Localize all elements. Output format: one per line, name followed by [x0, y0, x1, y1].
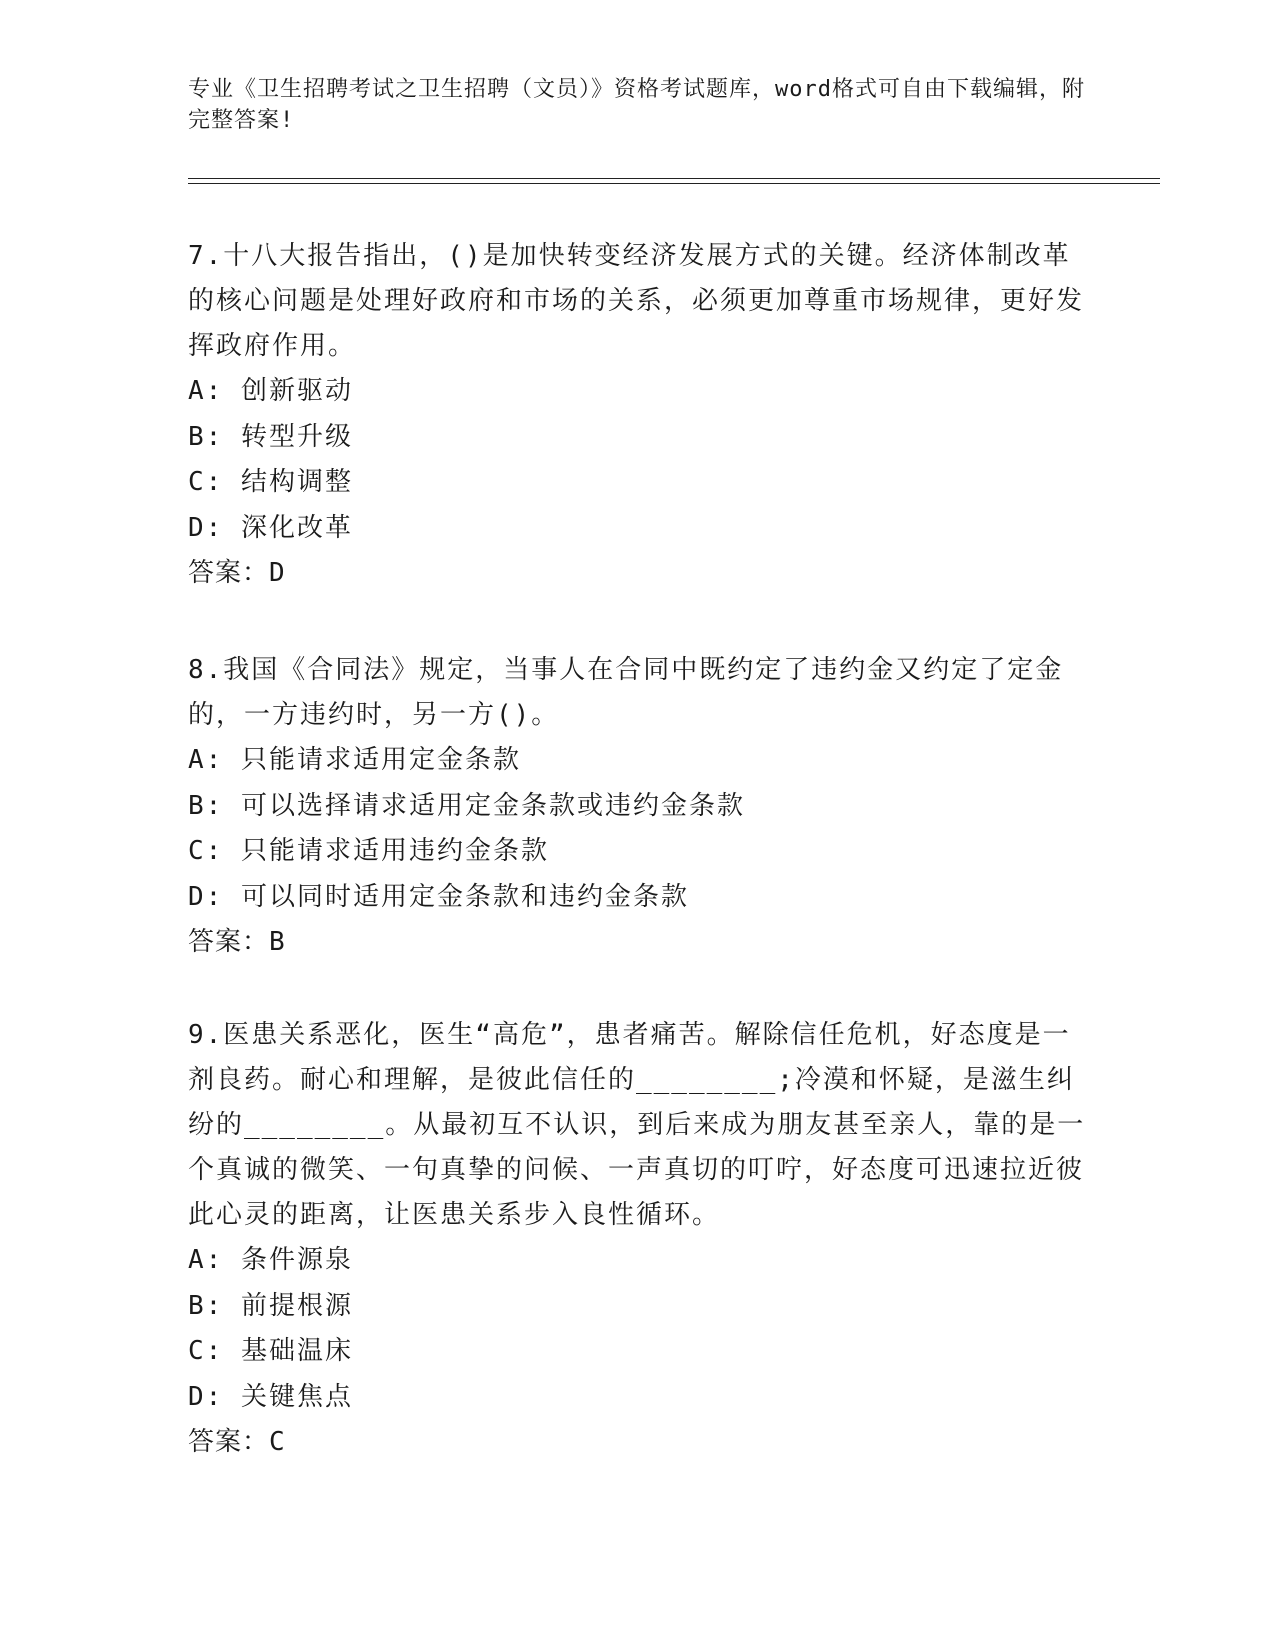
option-c: C: 只能请求适用违约金条款 [188, 836, 549, 866]
answer-line [188, 920, 1088, 965]
option-a: A: 条件源泉 [188, 1245, 353, 1275]
question-text: 9.医患关系恶化，医生“高危”，患者痛苦。解除信任危机，好态度是一剂良药。耐心和理解，是彼此信任的________;冷漠和怀疑，是滋生纠纷的________。从最初互不认识，到后来成为朋友甚至亲人，靠的是一个真诚的微笑、一句真挚的问候、一声真切的叮咛，好态度可迅速拉近彼此心灵的距离，让医患关系步入良性循环。 [188, 1020, 1086, 1230]
option-c: C: 基础温床 [188, 1336, 353, 1366]
answer-label: 答案： [188, 1427, 270, 1457]
header-divider-top [188, 178, 1160, 179]
option-a: A: 创新驱动 [188, 376, 353, 406]
answer-line [188, 551, 1088, 596]
option-b: B: 转型升级 [188, 421, 353, 452]
answer-value: C [269, 1427, 287, 1457]
header-divider-bottom [188, 183, 1160, 184]
answer-line [188, 1420, 1088, 1465]
question-block [188, 1013, 1088, 1465]
question-text: 8.我国《合同法》规定，当事人在合同中既约定了违约金又约定了定金的，一方违约时，另一方()。 [188, 655, 1064, 730]
option-b: B: 前提根源 [188, 1290, 353, 1321]
answer-label: 答案： [188, 927, 270, 957]
answer-value: B [269, 927, 287, 957]
option-d: D: 深化改革 [188, 512, 353, 543]
option-b: B: 可以选择请求适用定金条款或违约金条款 [188, 790, 745, 821]
document-header: 专业《卫生招聘考试之卫生招聘（文员）》资格考试题库，word格式可自由下载编辑，附完整答案! [188, 77, 1085, 133]
answer-value: D [269, 558, 287, 588]
answer-label: 答案： [188, 558, 270, 588]
option-d: D: 关键焦点 [188, 1381, 353, 1412]
option-d: D: 可以同时适用定金条款和违约金条款 [188, 881, 689, 912]
option-a: A: 只能请求适用定金条款 [188, 745, 521, 775]
question-block [188, 234, 1088, 596]
option-c: C: 结构调整 [188, 467, 353, 497]
question-text: 7.十八大报告指出，()是加快转变经济发展方式的关键。经济体制改革的核心问题是处理好政府和市场的关系，必须更加尊重市场规律，更好发挥政府作用。 [188, 241, 1085, 361]
question-block [188, 648, 1088, 965]
